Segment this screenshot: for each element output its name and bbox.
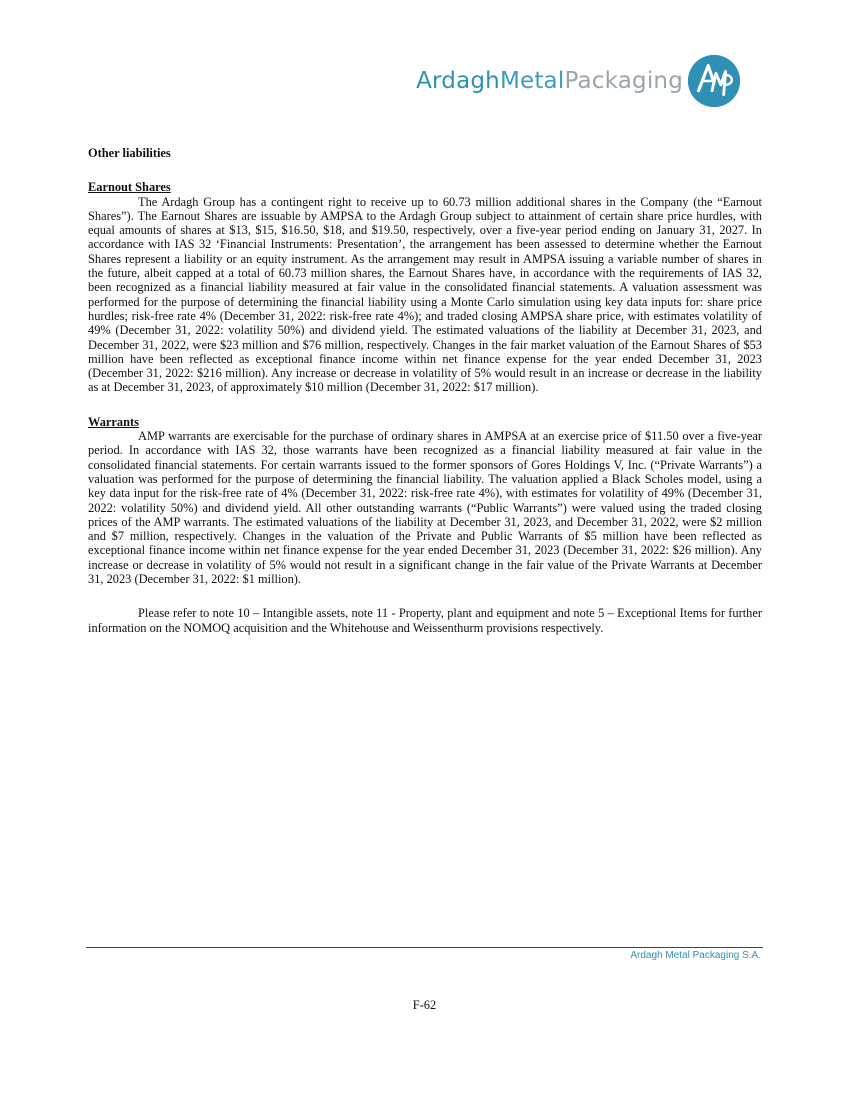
page-number: F-62 xyxy=(412,998,437,1012)
earnout-paragraph: The Ardagh Group has a contingent right to receive up to 60.73 million additional shares in the Company (the “Earnout Shares”). The Earnout Shares are issuable by AMPSA to the Ardagh Group subject to attainment of certain share price hurdles, with equal amounts of shares at $13, $15, $16.50, $18, and $19.50, respectively, over a five-year period ending on January 31, 2027. In accordance with IAS 32 ‘Financial Instruments: Presentation’, the arrangement has been assessed to determine whether the Earnout Shares represent a liability or an equity instrument. As the arrangement may result in AMPSA issuing a variable number of shares in the future, albeit capped at a total of 60.73 million shares, the Earnout Shares have, in accordance with the requirements of IAS 32, been recognized as a financial liability measured at fair value in the consolidated financial statements. A valuation assessment was performed for the purpose of determining the financial liability using a Monte Carlo simulation using key data inputs for: share price hurdles; risk-free rate 4% (December 31, 2022: risk-free rate 4%); and traded closing AMPSA share price, with estimates volatility of 49% (December 31, 2022: volatility 50%) and dividend yield. The estimated valuations of the liability at December 31, 2023, and December 31, 2022, were $23 million and $76 million, respectively. Changes in the fair market valuation of the Earnout Shares of $53 million have been reflected as exceptional finance income within net finance expense for the year ended December 31, 2023 (December 31, 2022: $216 million). Any increase or decrease in volatility of 5% would result in an increase or decrease in the liability as at December 31, 2023, of approximately $10 million (December 31, 2022: $17 million). xyxy=(88,194,762,395)
company-logo xyxy=(416,52,743,110)
footer-divider xyxy=(86,947,763,948)
logo-wordmark xyxy=(416,68,683,94)
warrants-paragraph: AMP warrants are exercisable for the purchase of ordinary shares in AMPSA at an exercise price of $11.50 over a five-year period. In accordance with IAS 32, those warrants have been recognized as a financial liability measured at fair value in the consolidated financial statements. For certain warrants issued to the former sponsors of Gores Holdings V, Inc. (“Private Warrants”) a valuation was performed for the purpose of determining the financial liability. The valuation applied a Black Scholes model, using a key data input for the risk-free rate of 4% (December 31, 2022: risk-free rate 4%), with estimates for volatility of 49% (December 31, 2022: volatility 50%) and dividend yield. All other outstanding warrants (“Public Warrants”) were valued using the traded closing prices of the AMP warrants. The estimated valuations of the liability at December 31, 2023, and December 31, 2022, were $2 million and $7 million, respectively. Changes in the valuation of the Private and Public Warrants of $5 million have been reflected as exceptional finance income within net finance expense for the year ended December 31, 2023 (December 31, 2022: $26 million). Any increase or decrease in volatility of 5% would not result in a significant change in the fair value of the Private Warrants at December 31, 2023 (December 31, 2022: $1 million). xyxy=(88,429,762,587)
section-title: Other liabilities xyxy=(88,146,171,160)
document-body xyxy=(88,146,762,635)
amp-logo-icon xyxy=(685,52,743,110)
footer-company-name: Ardagh Metal Packaging S.A. xyxy=(630,950,761,961)
logo-word-ardagh: Ardagh xyxy=(416,68,500,94)
earnout-heading: Earnout Shares xyxy=(88,180,171,195)
reference-note-paragraph: Please refer to note 10 – Intangible assets, note 11 - Property, plant and equipment and note 5 – Exceptional Items for further information on the NOMOQ acquisition and the Whitehouse and Weissenthurm provisions respectively. xyxy=(88,606,762,635)
logo-word-metal: Metal xyxy=(499,68,565,94)
logo-word-packaging: Packaging xyxy=(564,68,683,94)
warrants-heading: Warrants xyxy=(88,414,139,429)
